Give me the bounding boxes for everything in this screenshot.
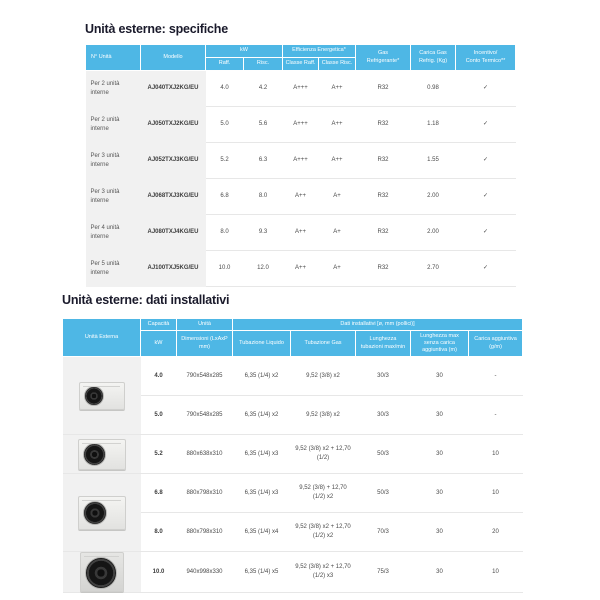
col-header-carica-aggiuntiva: Carica aggiuntiva (g/m) [469, 331, 523, 357]
model-code: AJ068TXJ3KG/EU [141, 179, 206, 215]
outdoor-unit-image-small [63, 357, 141, 435]
incentivo-check-icon: ✓ [456, 71, 516, 107]
classe-raff-value: A++ [283, 251, 319, 287]
pipe-length-value: 75/3 [356, 552, 411, 593]
max-length-value: 30 [411, 396, 469, 435]
col-header-raff: Raff. [206, 58, 244, 71]
incentivo-check-icon: ✓ [456, 107, 516, 143]
section-title-specs: Unità esterne: specifiche [85, 22, 228, 36]
col-header-risc: Risc. [244, 58, 283, 71]
gas-pipe-value: 9,52 (3/8) x2 + 12,70 (1/2) x2 [291, 513, 356, 552]
spec-row [86, 251, 516, 287]
pipe-length-value: 50/3 [356, 474, 411, 513]
spec-row [86, 179, 516, 215]
incentivo-label-line1: Incentivo/ [473, 50, 498, 57]
carica-label-line1: Carica Gas [419, 50, 447, 57]
max-length-value: 30 [411, 513, 469, 552]
section-title-install: Unità esterne: dati installativi [62, 293, 230, 307]
col-group-efficienza: Efficienza Energetica* [283, 45, 356, 58]
kw-raff-value: 5.0 [206, 107, 244, 143]
gas-value: R32 [356, 215, 411, 251]
install-row [63, 435, 523, 474]
outdoor-unit-image-tall [63, 474, 141, 552]
model-code: AJ050TXJ2KG/EU [141, 107, 206, 143]
fan-icon [83, 443, 106, 466]
model-code: AJ052TXJ3KG/EU [141, 143, 206, 179]
unit-count: Per 3 unità interne [86, 179, 141, 215]
liquid-pipe-value: 6,35 (1/4) x2 [233, 396, 291, 435]
install-row [63, 357, 523, 396]
col-header-classe-risc: Classe Risc. [319, 58, 356, 71]
kw-risc-value: 6.3 [244, 143, 283, 179]
col-header-n-unita: N° Unità [86, 45, 141, 71]
classe-risc-value: A+ [319, 251, 356, 287]
gas-value: R32 [356, 179, 411, 215]
max-length-value: 30 [411, 552, 469, 593]
dimensions-value: 790x548x285 [177, 357, 233, 396]
kw-risc-value: 8.0 [244, 179, 283, 215]
liquid-pipe-value: 6,35 (1/4) x3 [233, 474, 291, 513]
col-header-unita-esterna: Unità Esterna [63, 319, 141, 357]
gas-value: R32 [356, 251, 411, 287]
liquid-pipe-value: 6,35 (1/4) x4 [233, 513, 291, 552]
incentivo-check-icon: ✓ [456, 179, 516, 215]
col-header-modello: Modello [141, 45, 206, 71]
max-length-value: 30 [411, 357, 469, 396]
classe-risc-value: A+ [319, 179, 356, 215]
col-header-tubazione-gas: Tubazione Gas [291, 331, 356, 357]
pipe-length-value: 30/3 [356, 357, 411, 396]
carica-label-line2: Refrig. (Kg) [418, 57, 448, 64]
carica-value: 0.98 [411, 71, 456, 107]
unit-count: Per 3 unità interne [86, 143, 141, 179]
col-header-lunghezza-tubazioni: Lunghezza tubazioni max/min [356, 331, 411, 357]
max-length-value: 30 [411, 474, 469, 513]
incentivo-check-icon: ✓ [456, 143, 516, 179]
capacity-value: 4.0 [141, 357, 177, 396]
col-header-lunghezza-max: Lunghezza max senza carica aggiuntiva (m) [411, 331, 469, 357]
fan-icon [83, 501, 107, 525]
kw-raff-value: 6.8 [206, 179, 244, 215]
kw-raff-value: 8.0 [206, 215, 244, 251]
col-header-gas-refrigerante [356, 45, 411, 71]
model-code: AJ040TXJ2KG/EU [141, 71, 206, 107]
carica-value: 1.18 [411, 107, 456, 143]
spec-row [86, 215, 516, 251]
additional-charge-value: - [469, 357, 523, 396]
col-header-incentivo [456, 45, 516, 71]
outdoor-unit-image-medium [63, 435, 141, 474]
col-header-classe-raff: Classe Raff. [283, 58, 319, 71]
additional-charge-value: 10 [469, 474, 523, 513]
kw-risc-value: 9.3 [244, 215, 283, 251]
incentivo-check-icon: ✓ [456, 215, 516, 251]
dimensions-value: 880x638x310 [177, 435, 233, 474]
pipe-length-value: 50/3 [356, 435, 411, 474]
gas-pipe-value: 9,52 (3/8) x2 [291, 396, 356, 435]
capacity-value: 8.0 [141, 513, 177, 552]
gas-label-line1: Gas [377, 50, 389, 57]
spec-table-header [86, 45, 516, 71]
unit-count: Per 2 unità interne [86, 107, 141, 143]
incentivo-check-icon: ✓ [456, 251, 516, 287]
classe-risc-value: A++ [319, 143, 356, 179]
spec-table [85, 44, 516, 287]
additional-charge-value: 10 [469, 435, 523, 474]
additional-charge-value: - [469, 396, 523, 435]
classe-raff-value: A++ [283, 215, 319, 251]
spec-row [86, 107, 516, 143]
gas-pipe-value: 9,52 (3/8) x2 + 12,70 (1/2) x3 [291, 552, 356, 593]
install-table [62, 318, 523, 593]
carica-value: 1.55 [411, 143, 456, 179]
outdoor-unit-image [78, 439, 126, 470]
classe-raff-value: A++ [283, 179, 319, 215]
classe-risc-value: A+ [319, 215, 356, 251]
capacity-value: 5.2 [141, 435, 177, 474]
dimensions-value: 880x798x310 [177, 513, 233, 552]
install-table-header [63, 319, 523, 357]
outdoor-unit-image [78, 496, 126, 530]
classe-raff-value: A+++ [283, 71, 319, 107]
capacity-value: 6.8 [141, 474, 177, 513]
dimensions-value: 790x548x285 [177, 396, 233, 435]
gas-pipe-value: 9,52 (3/8) x2 + 12,70 (1/2) [291, 435, 356, 474]
gas-pipe-value: 9,52 (3/8) x2 [291, 357, 356, 396]
max-length-value: 30 [411, 435, 469, 474]
fan-icon [84, 386, 104, 406]
outdoor-unit-image [79, 382, 125, 410]
unit-count: Per 2 unità interne [86, 71, 141, 107]
classe-risc-value: A++ [319, 71, 356, 107]
col-group-capacita: Capacità [141, 319, 177, 331]
spec-row [86, 71, 516, 107]
liquid-pipe-value: 6,35 (1/4) x3 [233, 435, 291, 474]
kw-raff-value: 5.2 [206, 143, 244, 179]
col-group-kw: kW [206, 45, 283, 58]
dimensions-value: 880x798x310 [177, 474, 233, 513]
kw-risc-value: 4.2 [244, 71, 283, 107]
liquid-pipe-value: 6,35 (1/4) x2 [233, 357, 291, 396]
model-code: AJ080TXJ4KG/EU [141, 215, 206, 251]
additional-charge-value: 20 [469, 513, 523, 552]
liquid-pipe-value: 6,35 (1/4) x5 [233, 552, 291, 593]
gas-pipe-value: 9,52 (3/8) + 12,70 (1/2) x2 [291, 474, 356, 513]
col-group-dati-installativi: Dati installativi [ø, mm (pollici)] [233, 319, 523, 331]
kw-raff-value: 10.0 [206, 251, 244, 287]
unit-count: Per 4 unità interne [86, 215, 141, 251]
model-code: AJ100TXJ5KG/EU [141, 251, 206, 287]
incentivo-label-line2: Conto Termico** [465, 57, 506, 64]
gas-value: R32 [356, 71, 411, 107]
additional-charge-value: 10 [469, 552, 523, 593]
carica-value: 2.00 [411, 179, 456, 215]
classe-risc-value: A++ [319, 107, 356, 143]
classe-raff-value: A+++ [283, 143, 319, 179]
dimensions-value: 940x998x330 [177, 552, 233, 593]
col-header-dimensioni: Dimensioni (LxAxP mm) [177, 331, 233, 357]
gas-label-line2: Refrigerante* [366, 57, 400, 64]
fan-icon [85, 557, 117, 589]
gas-value: R32 [356, 107, 411, 143]
col-header-kw: kW [141, 331, 177, 357]
outdoor-unit-image-large [63, 552, 141, 593]
install-row [63, 474, 523, 513]
carica-value: 2.00 [411, 215, 456, 251]
pipe-length-value: 30/3 [356, 396, 411, 435]
carica-value: 2.70 [411, 251, 456, 287]
install-row [63, 552, 523, 593]
pipe-length-value: 70/3 [356, 513, 411, 552]
col-header-carica-gas [411, 45, 456, 71]
classe-raff-value: A+++ [283, 107, 319, 143]
unit-count: Per 5 unità interne [86, 251, 141, 287]
gas-value: R32 [356, 143, 411, 179]
kw-risc-value: 12.0 [244, 251, 283, 287]
kw-raff-value: 4.0 [206, 71, 244, 107]
capacity-value: 10.0 [141, 552, 177, 593]
capacity-value: 5.0 [141, 396, 177, 435]
col-group-unita: Unità [177, 319, 233, 331]
col-header-tubazione-liquido: Tubazione Liquido [233, 331, 291, 357]
outdoor-unit-image [80, 552, 124, 592]
spec-row [86, 143, 516, 179]
kw-risc-value: 5.6 [244, 107, 283, 143]
